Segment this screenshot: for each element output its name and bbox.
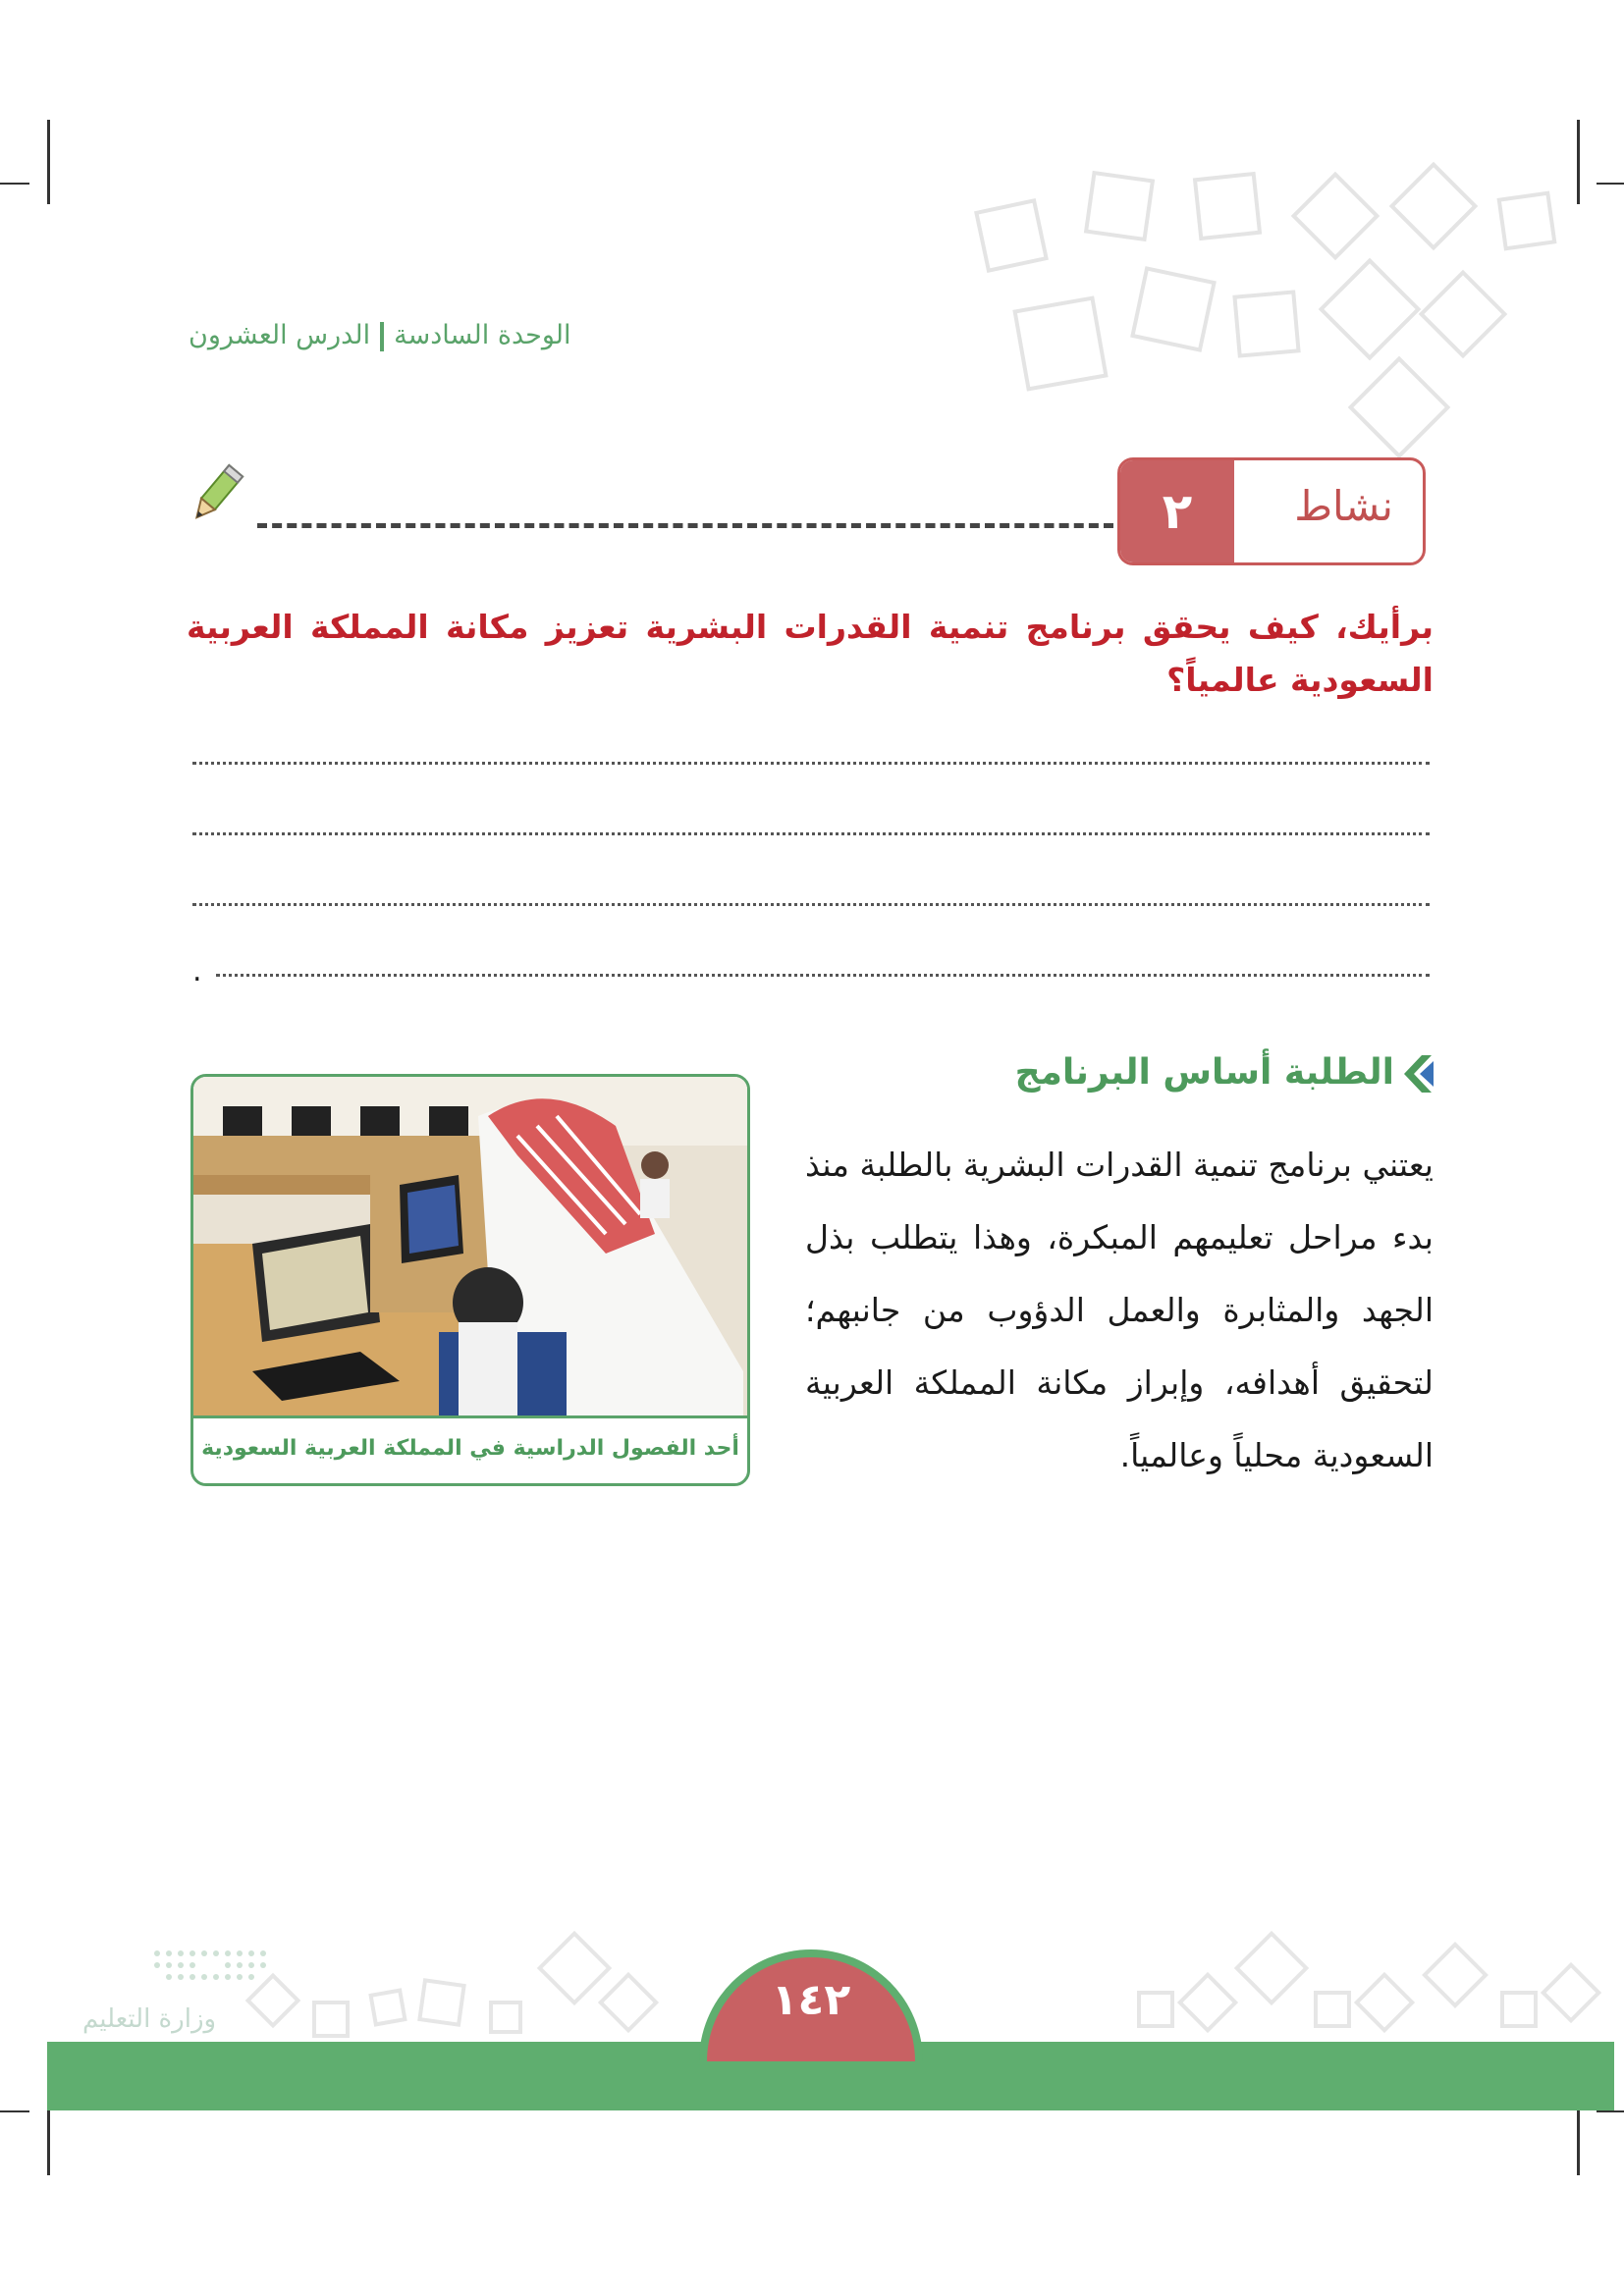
dashed-divider (257, 523, 1113, 528)
unit-lesson-header (189, 320, 571, 351)
crop-mark (47, 120, 50, 204)
page-number: ١٤٢ (771, 1975, 851, 2025)
crop-mark (1597, 183, 1624, 185)
section-title-text: الطلبة أساس البرنامج (1014, 1052, 1394, 1093)
answer-line[interactable] (192, 903, 1430, 906)
ministry-name: وزارة التعليم (82, 2004, 217, 2034)
activity-label: نشاط (1294, 482, 1393, 530)
header-separator (380, 322, 384, 351)
lesson-label: الدرس العشرون (189, 320, 371, 350)
crop-mark (0, 2110, 29, 2112)
figure-caption: أحد الفصول الدراسية في المملكة العربية السعودية (193, 1415, 747, 1483)
decorative-pattern-bottom (236, 1924, 1610, 2052)
unit-label: الوحدة السادسة (394, 320, 571, 350)
crop-mark (0, 183, 29, 185)
pencil-icon (181, 461, 249, 530)
answer-line[interactable] (216, 974, 1430, 977)
activity-number: ٢ (1120, 460, 1234, 562)
answer-line[interactable] (192, 762, 1430, 765)
answer-end-mark: . (192, 954, 202, 988)
section-body: يعتني برنامج تنمية القدرات البشرية بالطلبة منذ بدء مراحل تعليمهم المبكرة، وهذا يتطلب بذل الجهد والمثابرة والعمل الدؤوب من جانبهم؛ لتحقيق أهدافه، وإبراز مكانة المملكة العربية السعودية محلياً وعالمياً. (805, 1146, 1434, 1474)
chevron-left-icon (1404, 1053, 1434, 1095)
activity-question: برأيك، كيف يحقق برنامج تنمية القدرات البشرية تعزيز مكانة المملكة العربية السعودية عالمياً؟ (187, 608, 1434, 699)
answer-line[interactable] (192, 832, 1430, 835)
crop-mark (1597, 2110, 1624, 2112)
classroom-photo (193, 1077, 747, 1418)
section-title (1015, 1052, 1434, 1095)
activity-badge (1117, 457, 1426, 565)
decorative-pattern-top (943, 147, 1571, 461)
crop-mark (1577, 120, 1580, 204)
figure-frame (190, 1074, 750, 1486)
